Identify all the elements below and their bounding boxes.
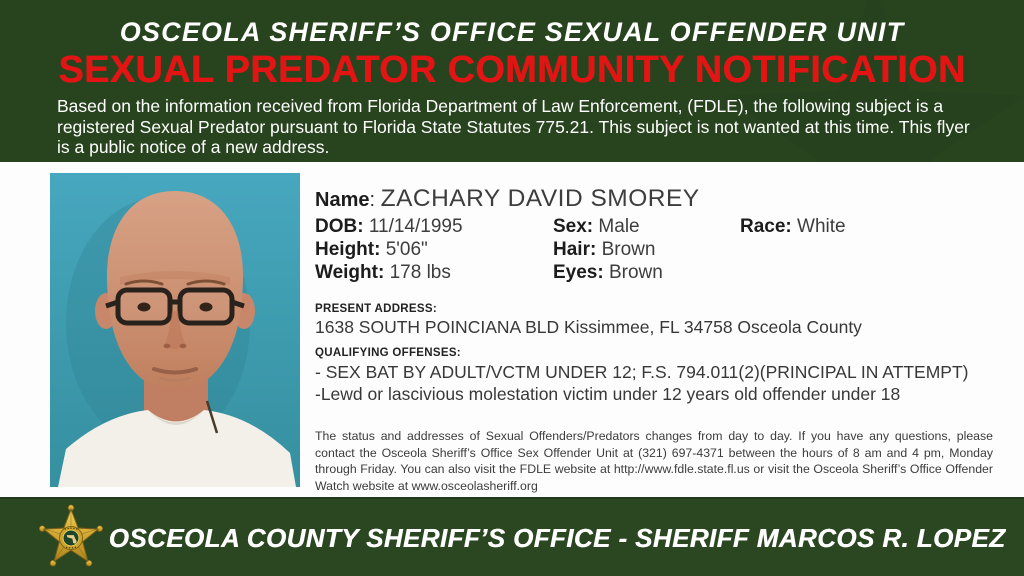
eyes-value: Brown <box>608 262 663 283</box>
flyer-footer <box>0 497 1024 576</box>
field-height <box>315 238 553 261</box>
field-race <box>740 215 846 238</box>
flyer-header <box>0 0 1024 162</box>
details-grid <box>315 215 846 284</box>
details-column-1 <box>315 215 553 284</box>
present-address-value: 1638 SOUTH POINCIANA BLD Kissimmee, FL 34758 Osceola County <box>315 317 862 337</box>
sex-value: Male <box>598 216 640 237</box>
subject-name: ZACHARY DAVID SMOREY <box>380 185 700 212</box>
field-hair <box>553 238 740 261</box>
subject-photo <box>50 173 300 487</box>
weight-label: Weight: <box>315 262 385 283</box>
notification-title: SEXUAL PREDATOR COMMUNITY NOTIFICATION <box>58 49 966 91</box>
unit-title: OSCEOLA SHERIFF’S OFFICE SEXUAL OFFENDER UNIT <box>119 17 905 47</box>
race-value: White <box>797 216 846 237</box>
details-column-2 <box>553 215 740 284</box>
field-sex <box>553 215 740 238</box>
field-dob <box>315 215 553 238</box>
race-label: Race: <box>740 216 792 237</box>
subject-details-section <box>0 162 1024 497</box>
intro-paragraph: Based on the information received from Florida Department of Law Enforcement, (FDLE), the following subject is a registered Sexual Predator pursuant to Florida State Statutes 775.21. This subject is not wanted at this time. This flyer is a public notice of a new address. <box>57 96 970 157</box>
sheriff-star-badge-icon <box>35 502 107 574</box>
dob-value: 11/14/1995 <box>368 216 463 237</box>
field-weight <box>315 261 553 284</box>
subject-info <box>315 162 995 497</box>
disclaimer-paragraph: The status and addresses of Sexual Offenders/Predators changes from day to day. If you have any questions, please contact the Osceola Sheriff’s Office Sex Offender Unit at (321) 697-4371 between the hours of 8 am and 4 pm, Monday through Friday. You can also visit the FDLE website at http://www.fdle.state.fl.us or visit the Osceola Sheriff’s Office Offender Watch website at www.osceolasheriff.org <box>315 429 993 494</box>
name-row <box>315 185 700 213</box>
mugshot-illustration <box>50 173 300 487</box>
details-column-3 <box>740 215 846 284</box>
offense-line-1: - SEX BAT BY ADULT/VCTM UNDER 12; F.S. 794.011(2)(PRINCIPAL IN ATTEMPT) <box>315 362 969 382</box>
qualifying-offenses-label: QUALIFYING OFFENSES: <box>315 347 461 359</box>
weight-value: 178 lbs <box>389 262 451 283</box>
sex-label: Sex: <box>553 216 594 237</box>
present-address-label: PRESENT ADDRESS: <box>315 303 437 315</box>
offense-line-2: -Lewd or lascivious molestation victim under 12 years old offender under 18 <box>315 384 901 404</box>
footer-office-title: OSCEOLA COUNTY SHERIFF’S OFFICE - SHERIFF MARCOS R. LOPEZ <box>108 523 1006 553</box>
eyes-label: Eyes: <box>553 262 604 283</box>
hair-value: Brown <box>601 239 656 260</box>
height-label: Height: <box>315 239 381 260</box>
dob-label: DOB: <box>315 216 364 237</box>
field-eyes <box>553 261 740 284</box>
height-value: 5'06" <box>385 239 428 260</box>
name-label: Name <box>315 189 370 211</box>
hair-label: Hair: <box>553 239 597 260</box>
name-separator: : <box>369 189 381 211</box>
